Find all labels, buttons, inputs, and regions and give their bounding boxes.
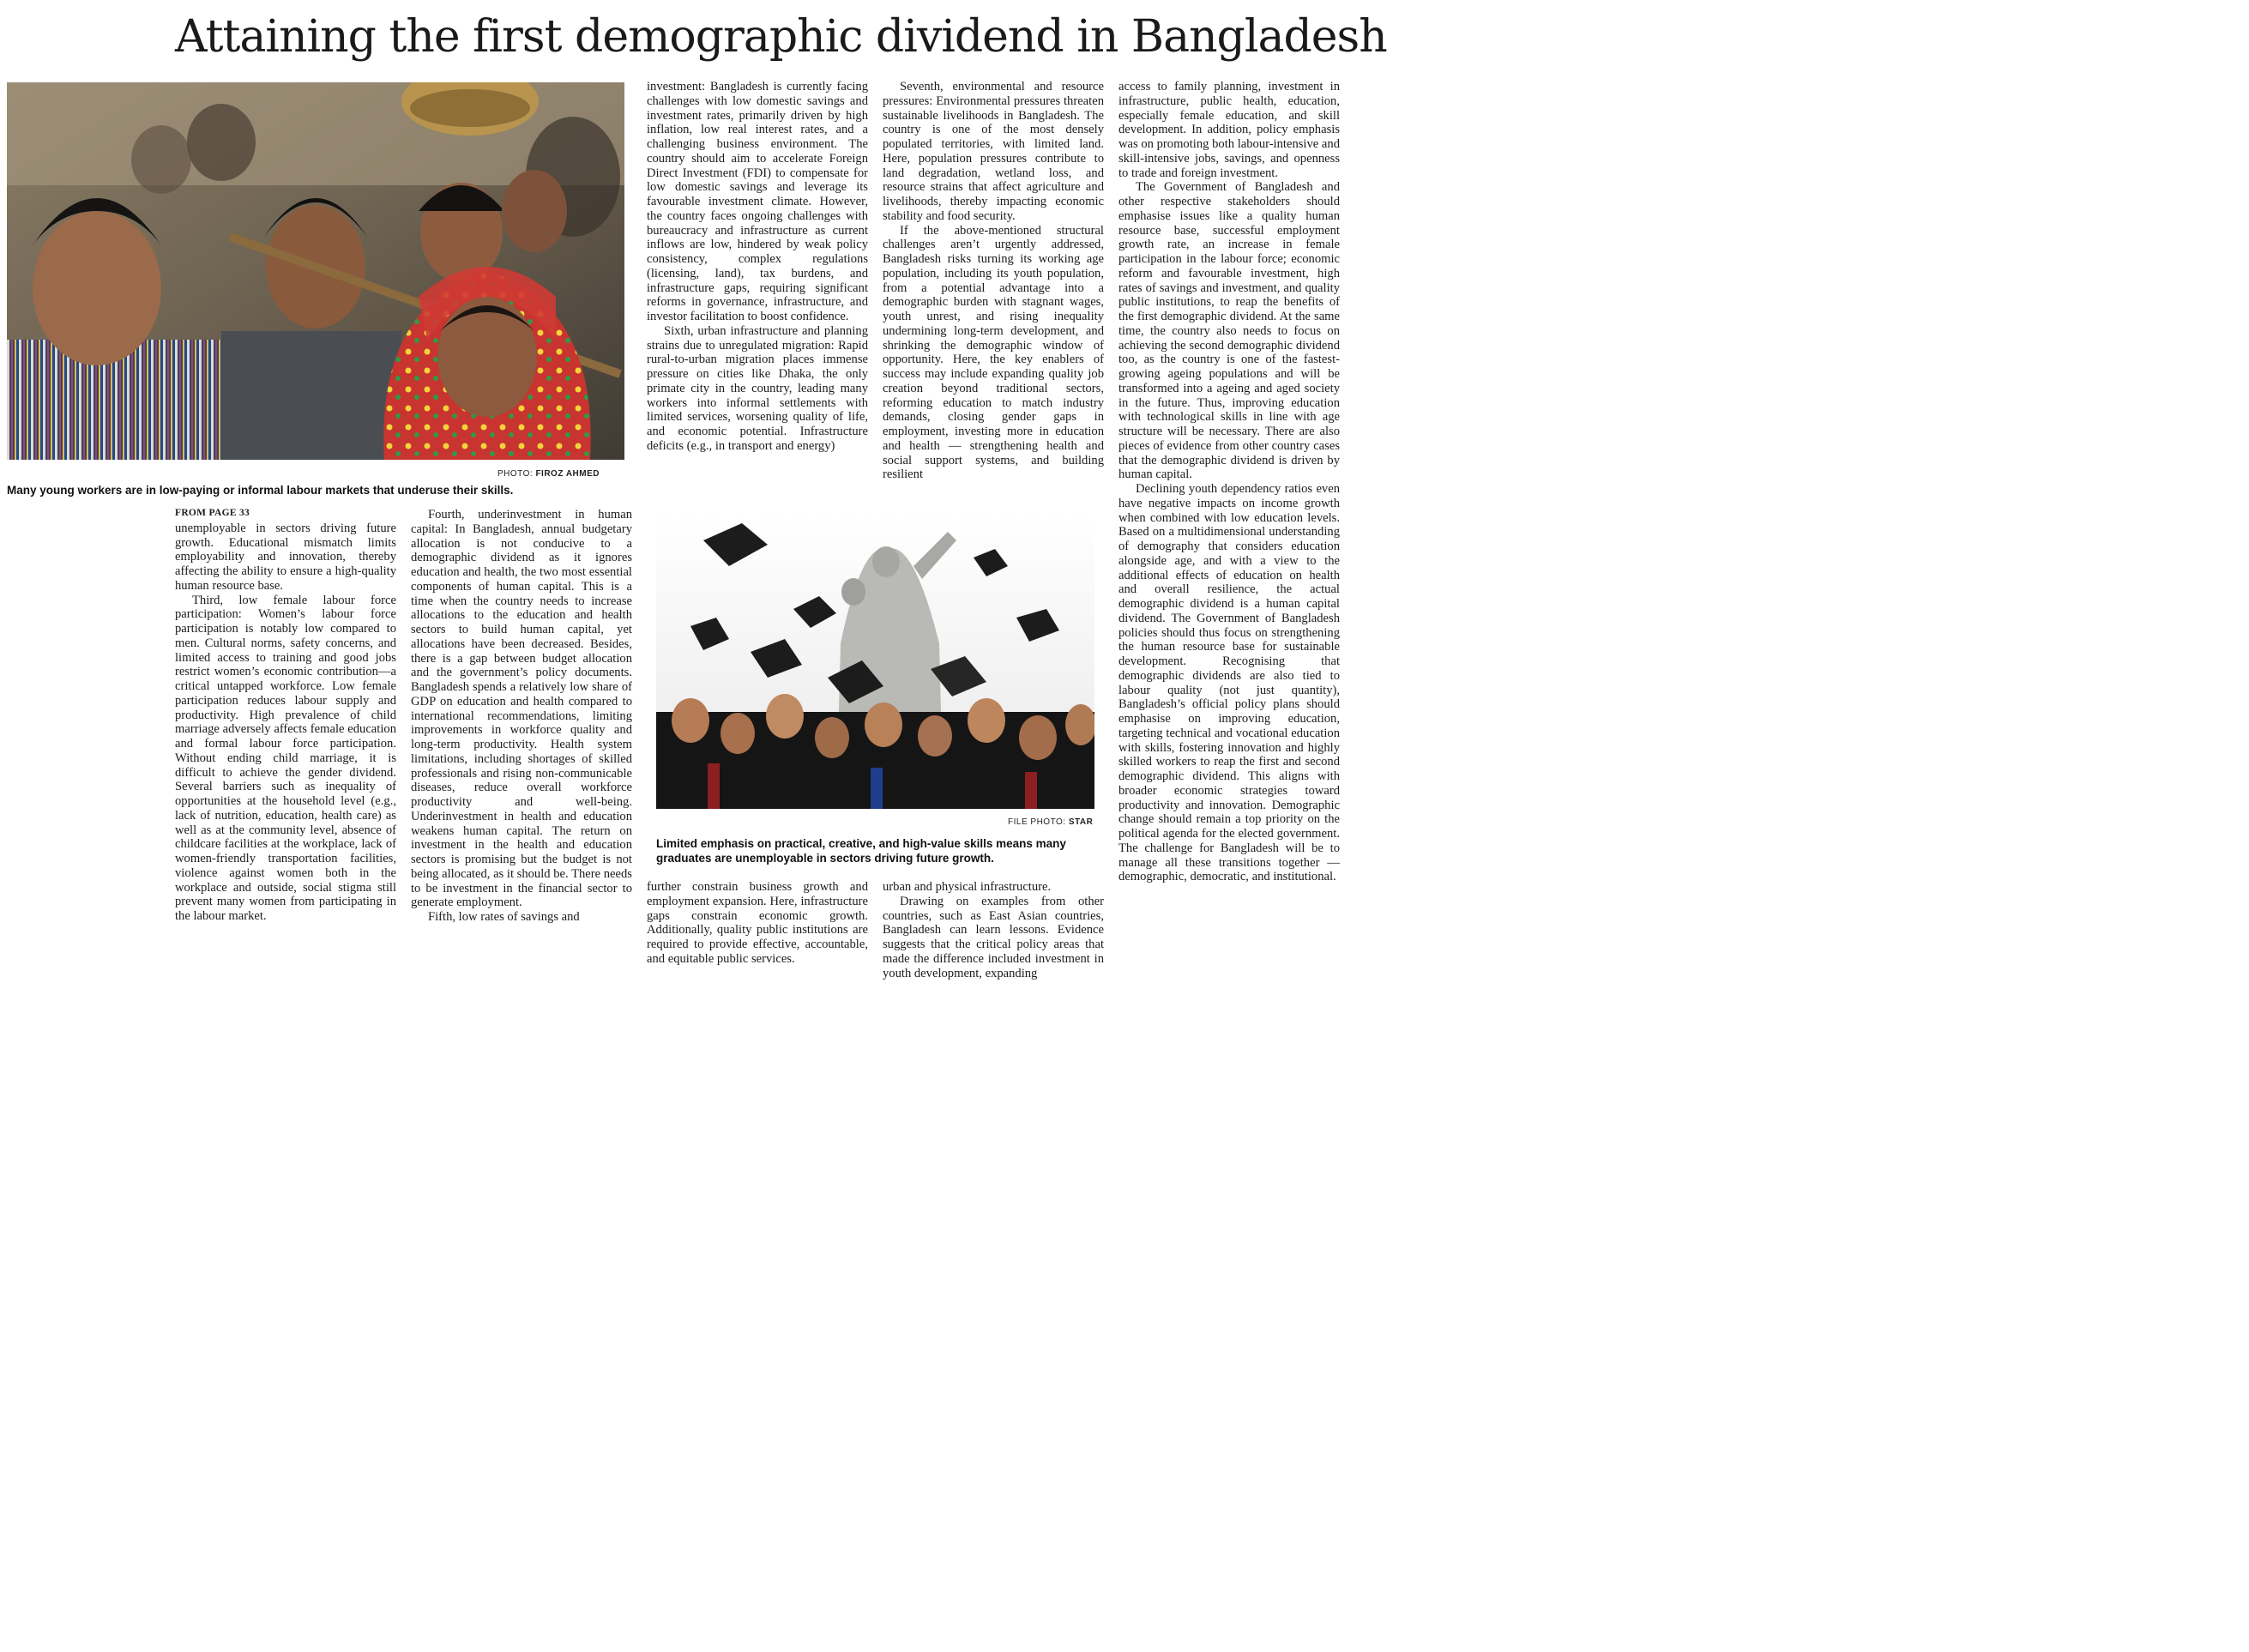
col3-paragraph-1: investment: Bangladesh is currently facing challenges with low domestic savings and investment rates, primarily driven by high inflation, low real interest rates, and a challenging business environment. The country should aim to accelerate Foreign Direct Investment (FDI) to compensate for low domestic savings and leverage its favourable investment climate. However, the country faces ongoing challenges with bureaucracy and infrastructure as current inflows are low, hindered by weak policy consistency, complex regulations (licensing, land), tax burdens, and infrastructure gaps, requiring significant reforms in governance, infrastructure, and investor facilitation to boost confidence. xyxy=(647,80,868,323)
col2-paragraph-2: Fifth, low rates of savings and xyxy=(428,910,580,924)
photo-credit-2 xyxy=(1008,817,1093,827)
photo-caption-2 xyxy=(656,836,1102,865)
article-column-3-bottom xyxy=(647,880,868,983)
col5-paragraph-2: The Government of Bangladesh and other respective stakeholders should emphasise issues like a quality human resource base, successful employment growth rate, an increase in female participation in the labour force; economic reform and favourable investment, high rates of savings and investment, and quality public institutions, to reap the benefits of the first demographic dividend. At the same time, the country also needs to focus on achieving the second demographic dividend too, as the country is one of the fastest-growing ageing populations and will be transformed into a ageing and aged society in the future. Thus, improving education with technological skills in line with age structure will be necessary. There are also pieces of evidence from other country cases that the demographic dividend is driven by human capital. xyxy=(1118,180,1340,482)
col4-paragraph-1: Seventh, environmental and resource pressures: Environmental pressures threaten sustainable livelihoods in Bangladesh. The country is one of the most densely populated territories, with limited land. Here, population pressures contribute to land degradation, wetland loss, and resource strains that affect agriculture and livelihoods, thereby impacting economic stability and food security. xyxy=(883,80,1104,223)
graduates-photo xyxy=(656,515,1094,809)
photo-credit-1-label: PHOTO: xyxy=(497,469,534,479)
workers-photo-illustration xyxy=(7,82,624,460)
article-column-4-top xyxy=(883,80,1104,500)
photo-credit-1 xyxy=(497,469,600,479)
headline: Attaining the first demographic dividend in Bangladesh xyxy=(175,11,1387,63)
col5-paragraph-1: access to family planning, investment in infrastructure, public health, education, especially female education, and skill development. In addition, policy emphasis was on promoting both labour-intensive and skill-intensive jobs, savings, and openness to trade and foreign investment. xyxy=(1118,80,1340,180)
photo-credit-2-name: STAR xyxy=(1068,817,1094,827)
col4-bottom-paragraph-2: Drawing on examples from other countries, such as East Asian countries, Bangladesh can learn lessons. Evidence suggests that the critical policy areas that made the difference included investment in youth development, expanding xyxy=(883,894,1104,980)
col4-bottom-paragraph-1: urban and physical infrastructure. xyxy=(883,880,1052,894)
article-column-2 xyxy=(411,508,632,982)
col1-paragraph-2: Third, low female labour force participation: Women’s labour force participation is notably low compared to men. Cultural norms, safety concerns, and limited access to training and good jobs restrict women’s economic contribution—a critical untapped workforce. Low female participation reduces labour supply and productivity. High prevalence of child marriage adversely affects female education and formal labour force participation. Without ending child marriage, it is difficult to achieve the gender dividend. Several barriers such as inequality of opportunities at the household level (e.g., lack of nutrition, education, health care) as well as at the community level, absence of childcare facilities at the workplace, lack of women-friendly transportation facilities, violence against women both in the workplace and outside, social stigma still prevent many women from participating in the labour market. xyxy=(175,593,396,923)
article-column-4-bottom xyxy=(883,880,1104,983)
col2-paragraph-1: Fourth, underinvestment in human capital: In Bangladesh, annual budgetary allocation is not conducive to a demographic dividend as it ignores education and health, the two most essential components of human capital. This is a time when the country needs to increase allocations to the education and health sectors to build human capital, yet allocations have been decreased. Besides, there is a gap between budget allocation and the government’s policy documents. Bangladesh spends a relatively low share of GDP on education and health compared to international recommendations, limiting improvements in workforce quality and long-term productivity. Health system limitations, including shortages of skilled professionals and rising non-communicable diseases, reduce overall workforce productivity and well-being. Underinvestment in health and education weakens human capital. The return on investment in the health and education sectors is promising but the budget is not being allocated, as it should be. There needs to be investment in the financial sector to generate employment. xyxy=(411,508,632,910)
photo-credit-2-label: FILE PHOTO: xyxy=(1008,817,1066,827)
photo-caption-2-line-1: Limited emphasis on practical, creative, and high-value skills means many xyxy=(656,837,1066,850)
col1-paragraph-1: unemployable in sectors driving future growth. Educational mismatch limits employability and innovation, thereby affecting the ability to ensure a high-quality human resource base. xyxy=(175,521,396,593)
photo-credit-1-name: FIROZ AHMED xyxy=(535,469,600,479)
col3-bottom-paragraph-1: further constrain business growth and employment expansion. Here, infrastructure gaps constrain economic growth. Additionally, quality public institutions are required to provide effective, accountable, and equitable public services. xyxy=(647,880,868,966)
article-column-3-top xyxy=(647,80,868,500)
col3-paragraph-2: Sixth, urban infrastructure and planning strains due to unregulated migration: Rapid rural-to-urban migration places immense pressure on cities like Dhaka, the only primate city in the country, leading many workers into informal settlements with limited services, worsening quality of life, and economic potential. Infrastructure deficits (e.g., in transport and energy) xyxy=(647,323,868,453)
photo-caption-1: Many young workers are in low-paying or informal labour markets that underuse their skills. xyxy=(7,484,514,497)
col5-paragraph-3: Declining youth dependency ratios even have negative impacts on income growth when combined with low education levels. Based on a multidimensional understanding of demography that considers education alongside age, and with a view to the additional effects of education on health and overall resilience, the actual demographic dividend is a human capital dividend. The Government of Bangladesh policies should thus focus on strengthening the human resource base for sustainable development. Recognising that demographic dividends are also tied to labour quality (not just quantity), Bangladesh’s official policy plans should emphasise on improving education, targeting technical and vocational education with skills, fostering innovation and highly skilled workers to reap the first and second demographic dividend. This aligns with broader economic strategies toward productivity and innovation. Demographic change should remain a top priority on the political agenda for the elected government. The challenge for Bangladesh will be to manage all these transitions together — demographic, democratic, and institutional. xyxy=(1118,482,1340,884)
workers-photo xyxy=(7,82,624,460)
continuation-label: FROM PAGE 33 xyxy=(175,508,250,518)
col4-paragraph-2: If the above-mentioned structural challenges aren’t urgently addressed, Bangladesh risks turning its working age population, including its youth population, from a potential advantage into a demographic burden with stagnant wages, youth unrest, and rising inequality undermining long-term development, and shrinking the demographic window of opportunity. Here, the key enablers of success may include expanding quality job creation beyond traditional sectors, reforming education to match industry demands, closing gender gaps in employment, investing more in education and health — strengthening health and social support systems, and building resilient xyxy=(883,223,1104,482)
graduates-photo-illustration xyxy=(656,515,1094,809)
photo-caption-2-line-2: graduates are unemployable in sectors driving future growth. xyxy=(656,852,994,865)
article-column-1 xyxy=(175,506,396,982)
article-column-5 xyxy=(1118,80,1340,983)
